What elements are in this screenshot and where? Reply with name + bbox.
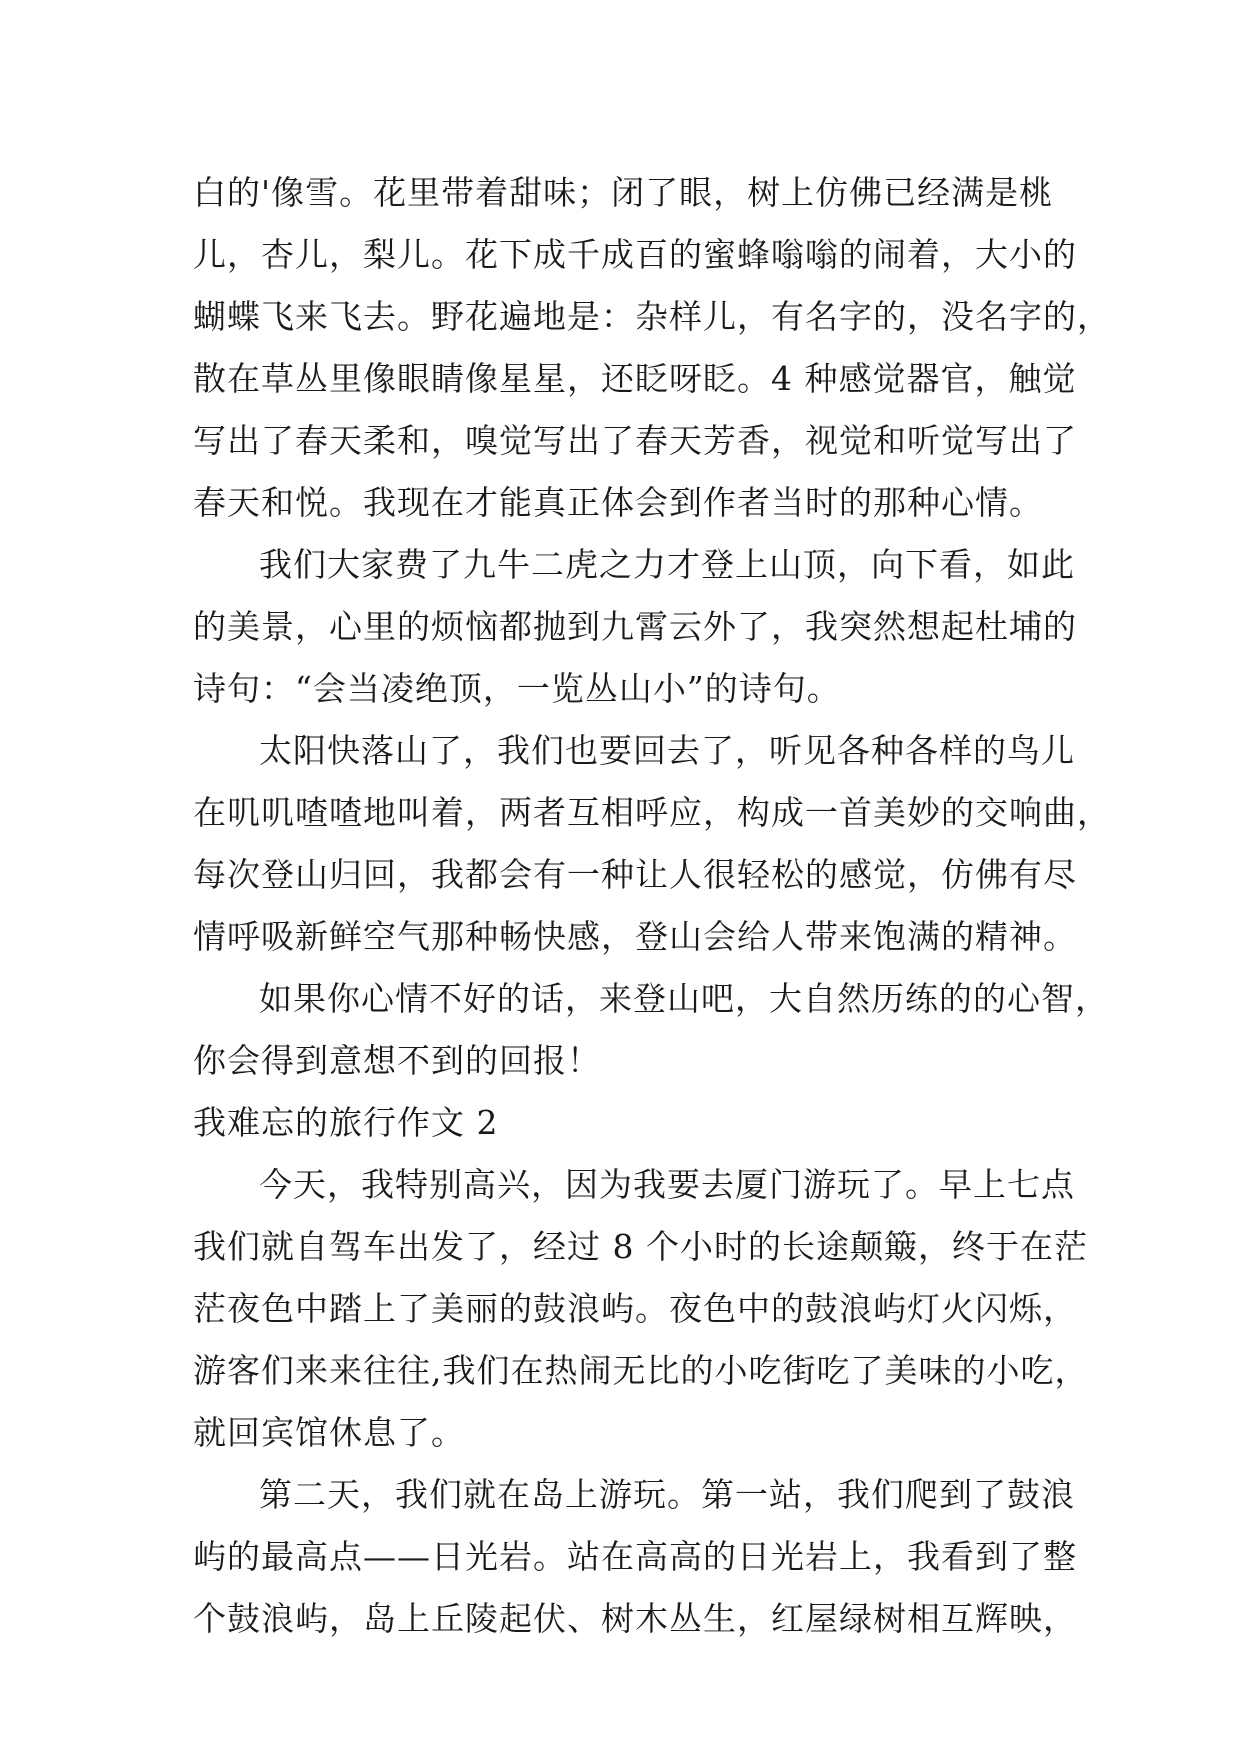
paragraph-first-line: 我们大家费了九牛二虎之力才登上山顶，向下看，如此 <box>259 545 1075 584</box>
text-line: 春天和悦。我现在才能真正体会到作者当时的那种心情。 <box>193 483 1043 522</box>
text-line: 茫夜色中踏上了美丽的鼓浪屿。夜色中的鼓浪屿灯火闪烁， <box>193 1289 1077 1328</box>
text-line: 就回宾馆休息了。 <box>193 1413 465 1452</box>
text-line: 你会得到意想不到的回报！ <box>193 1041 601 1080</box>
document-body <box>193 162 1111 1650</box>
text-line: 蝴蝶飞来飞去。野花遍地是：杂样儿，有名字的，没名字的， <box>193 297 1111 336</box>
text-line: 写出了春天柔和，嗅觉写出了春天芳香，视觉和听觉写出了 <box>193 421 1077 460</box>
text-line: 散在草丛里像眼睛像星星，还眨呀眨。4 种感觉器官，触觉 <box>193 359 1077 398</box>
text-line: 个鼓浪屿，岛上丘陵起伏、树木丛生，红屋绿树相互辉映， <box>193 1599 1077 1638</box>
text-line: 游客们来来往往,我们在热闹无比的小吃街吃了美味的小吃， <box>193 1351 1089 1390</box>
text-line: 的美景，心里的烦恼都抛到九霄云外了，我突然想起杜埔的 <box>193 607 1077 646</box>
paragraph-first-line: 太阳快落山了，我们也要回去了，听见各种各样的鸟儿 <box>259 731 1075 770</box>
text-line: 在叽叽喳喳地叫着，两者互相呼应，构成一首美妙的交响曲， <box>193 793 1111 832</box>
text-line: 每次登山归回，我都会有一种让人很轻松的感觉，仿佛有尽 <box>193 855 1077 894</box>
paragraph-first-line: 如果你心情不好的话，来登山吧，大自然历练的的心智， <box>259 979 1109 1018</box>
text-line: 屿的最高点——日光岩。站在高高的日光岩上，我看到了整 <box>193 1537 1077 1576</box>
section-heading: 我难忘的旅行作文 2 <box>193 1103 499 1142</box>
paragraph-first-line: 今天，我特别高兴，因为我要去厦门游玩了。早上七点 <box>259 1165 1075 1204</box>
text-line: 儿，杏儿，梨儿。花下成千成百的蜜蜂嗡嗡的闹着，大小的 <box>193 235 1077 274</box>
text-line: 我们就自驾车出发了，经过 8 个小时的长途颠簸，终于在茫 <box>193 1227 1088 1266</box>
paragraph-first-line: 第二天，我们就在岛上游玩。第一站，我们爬到了鼓浪 <box>259 1475 1075 1514</box>
text-line: 白的'像雪。花里带着甜味；闭了眼，树上仿佛已经满是桃 <box>193 173 1054 212</box>
text-line: 诗句：“会当凌绝顶，一览丛山小”的诗句。 <box>193 669 841 708</box>
text-line: 情呼吸新鲜空气那种畅快感，登山会给人带来饱满的精神。 <box>193 917 1077 956</box>
